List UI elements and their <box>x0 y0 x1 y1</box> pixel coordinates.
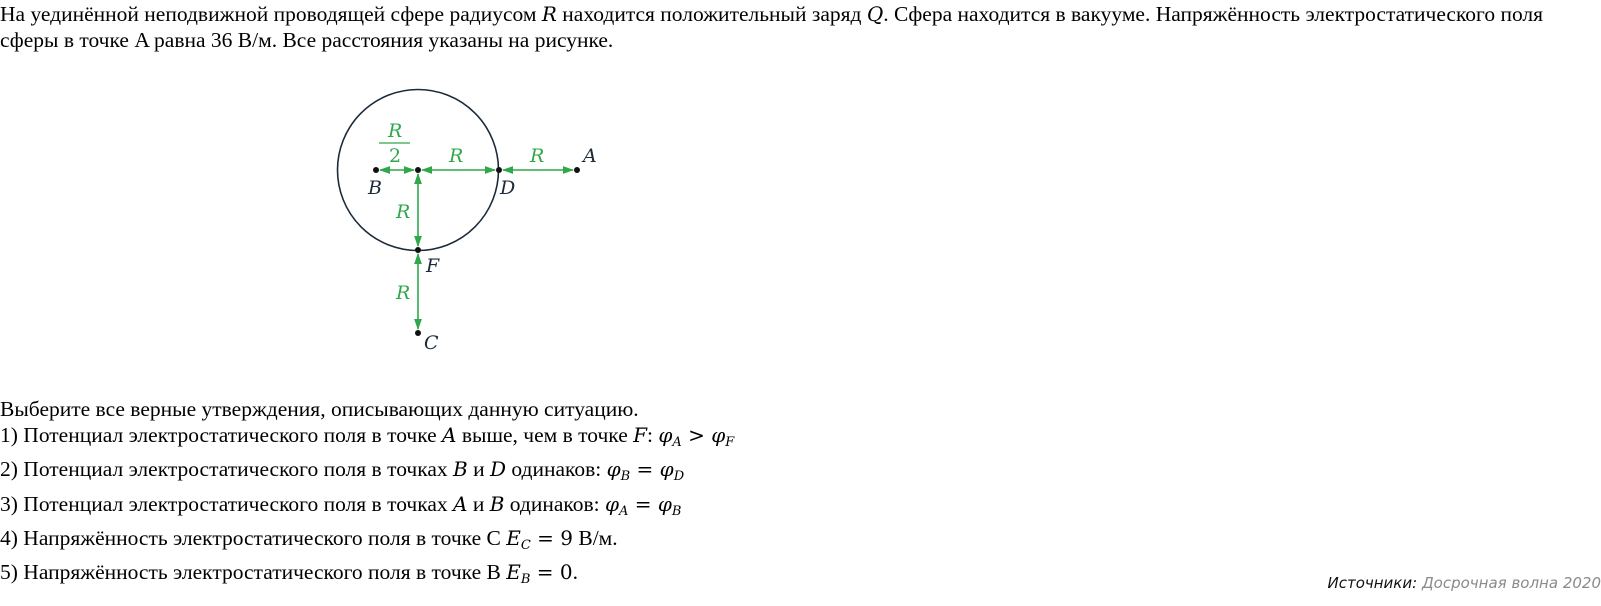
subscript: B <box>620 469 631 485</box>
source-label: Источники: <box>1327 574 1418 592</box>
subscript: D <box>673 469 685 485</box>
subscript: A <box>619 503 629 519</box>
formula: E <box>506 525 521 550</box>
option-text: В/м. <box>572 525 618 550</box>
option-number: 1) <box>0 423 18 448</box>
formula: φ <box>711 423 726 448</box>
option-text: и <box>467 491 490 516</box>
operator: = <box>628 491 658 516</box>
subscript: A <box>672 435 682 451</box>
formula: φ <box>605 491 620 516</box>
option-1 <box>0 422 734 456</box>
operator: = <box>630 457 660 482</box>
point-A <box>574 167 580 173</box>
var: A <box>442 423 457 448</box>
intro-text: находится положительный заряд <box>556 2 867 26</box>
option-text: одинаков: <box>504 491 606 516</box>
var: F <box>633 423 648 448</box>
label-R-center-D: R <box>449 145 464 167</box>
label-D: D <box>500 177 516 199</box>
option-2 <box>0 456 734 490</box>
label-R-F-C: R <box>396 282 411 304</box>
point-F <box>415 247 421 253</box>
var: B <box>489 491 505 516</box>
var: B <box>452 457 468 482</box>
point-B <box>373 167 379 173</box>
label-C: C <box>424 332 439 354</box>
source-link[interactable]: Досрочная волна 2020 <box>1421 574 1601 592</box>
label-B: B <box>368 177 382 199</box>
var-Q: Q <box>866 2 884 26</box>
option-number: 3) <box>0 491 18 516</box>
question-prompt: Выберите все верные утверждения, описывающих данную ситуацию. <box>0 397 639 421</box>
option-text: Потенциал электростатического поля в точках <box>23 457 453 482</box>
value: 0 <box>559 560 573 585</box>
problem-statement <box>0 1 1560 53</box>
operator: = <box>530 525 561 550</box>
label-R-half-num: R <box>388 120 403 142</box>
option-3 <box>0 491 734 525</box>
operator: > <box>681 423 712 448</box>
option-text: Потенциал электростатического поля в точках <box>23 491 453 516</box>
value: 9 <box>560 525 573 550</box>
formula: φ <box>606 457 621 482</box>
var-R: R <box>541 2 557 26</box>
subscript: C <box>520 537 531 553</box>
operator: = <box>530 560 560 585</box>
point-center <box>415 167 421 173</box>
intro-text: . Сфера находится в вакууме. Напряжённость электростатического поля сферы в точке A равна 36 В/м. Все расстояния указаны на рисунке. <box>0 2 1544 52</box>
intro-text: На уединённой неподвижной проводящей сфере радиусом <box>0 2 542 26</box>
formula: φ <box>659 457 674 482</box>
option-number: 4) <box>0 525 18 550</box>
label-R-half-den: 2 <box>389 145 402 167</box>
var: D <box>489 457 506 482</box>
option-text: . <box>572 560 578 585</box>
formula: φ <box>657 491 672 516</box>
option-text: и <box>467 457 490 482</box>
option-text: Напряжённость электростатического поля в точке С <box>23 525 507 550</box>
question-block <box>0 396 734 593</box>
point-C <box>415 330 421 336</box>
option-text: : <box>647 423 659 448</box>
formula: φ <box>658 423 673 448</box>
sphere-diagram <box>320 80 620 370</box>
label-R-D-A: R <box>530 145 545 167</box>
subscript: B <box>520 572 531 588</box>
label-A: A <box>583 145 597 167</box>
label-R-center-F: R <box>396 201 411 223</box>
option-text: Потенциал электростатического поля в точке <box>23 423 443 448</box>
formula: E <box>506 560 521 585</box>
option-text: Напряжённость электростатического поля в точке В <box>23 560 507 585</box>
subscript: B <box>671 503 682 519</box>
option-text: выше, чем в точке <box>456 423 634 448</box>
source-line <box>1328 574 1601 592</box>
option-5 <box>0 559 734 593</box>
option-text: одинаков: <box>506 457 607 482</box>
option-number: 2) <box>0 457 18 482</box>
option-4 <box>0 525 734 559</box>
label-F: F <box>426 255 440 277</box>
option-number: 5) <box>0 560 18 585</box>
var: A <box>452 491 468 516</box>
point-D <box>496 167 502 173</box>
subscript: F <box>725 435 735 451</box>
